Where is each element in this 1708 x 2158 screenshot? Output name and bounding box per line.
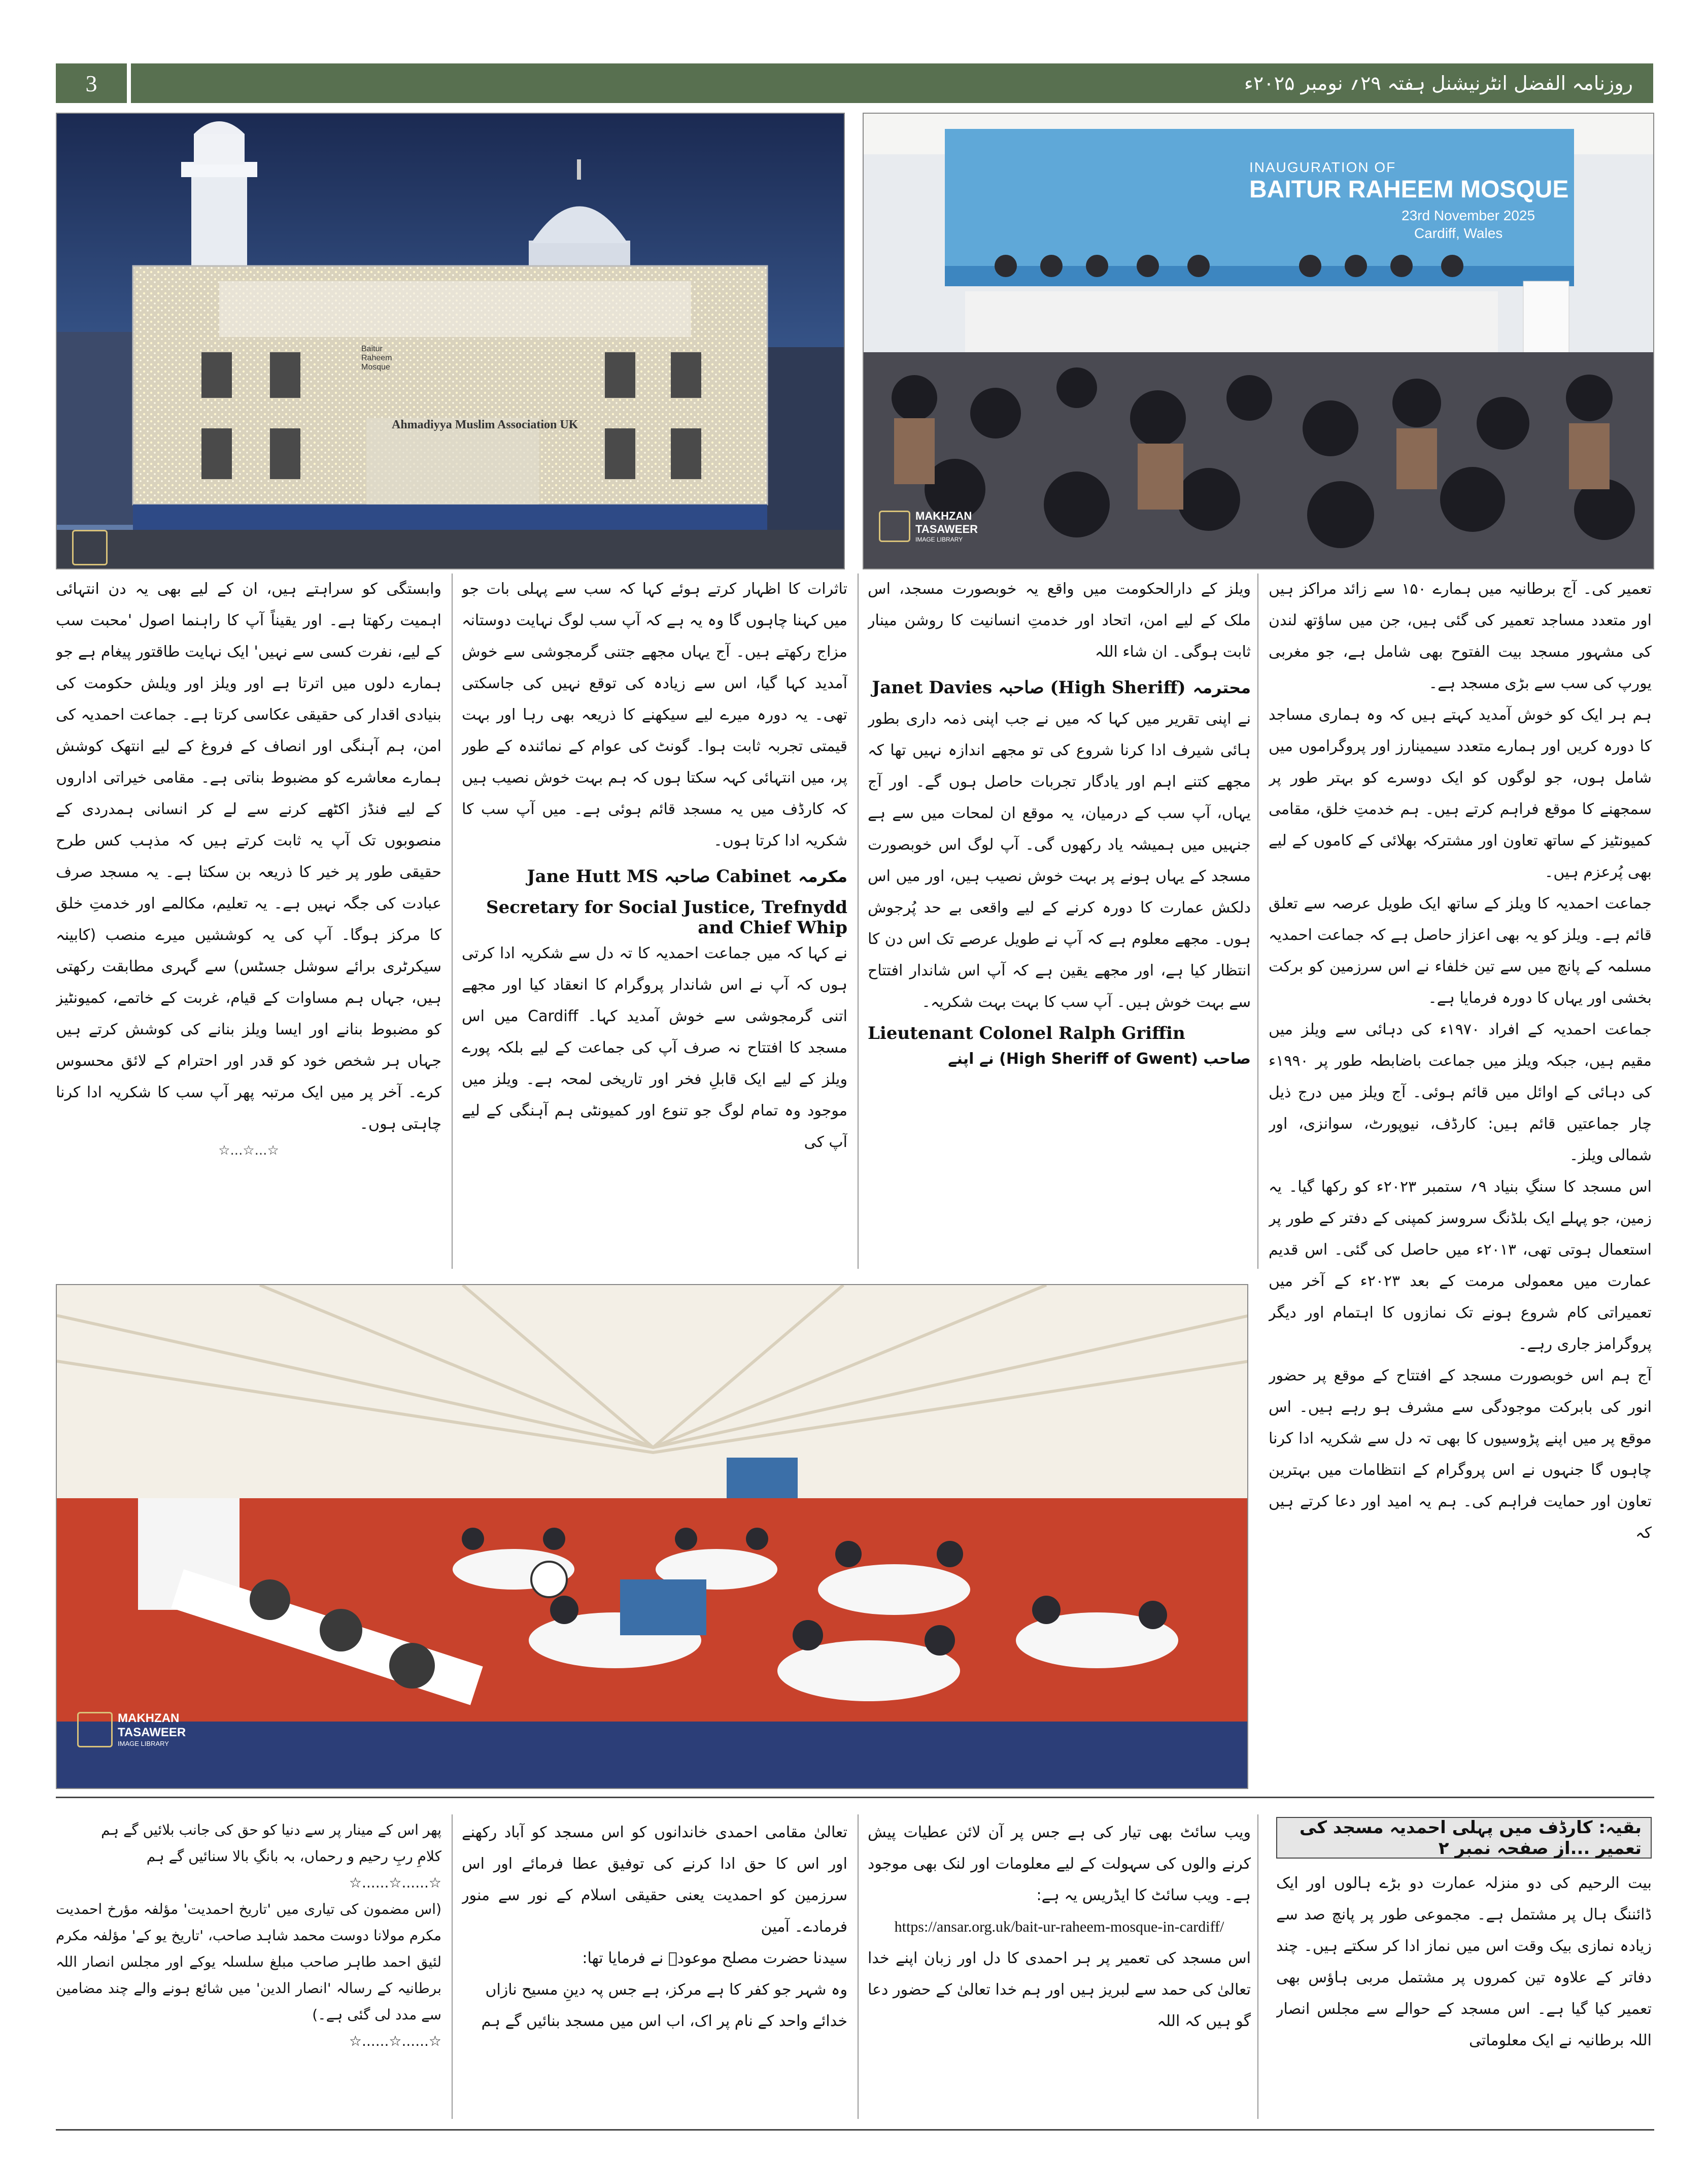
speaker2-role: صاحب (High Sheriff of Gwent) نے اپنے: [948, 1050, 1251, 1068]
watermark-line2: TASAWEER: [118, 1726, 186, 1739]
banner-line2: BAITUR RAHEEM MOSQUE: [1249, 176, 1569, 203]
speaker3-title: مکرمہ: [798, 867, 847, 886]
banner-date: 23rd November 2025: [1402, 208, 1535, 223]
mosque-signage: Ahmadiyya Muslim Association UK: [392, 418, 578, 431]
col3-text-b: نے کہا کہ میں جماعت احمدیہ کا تہ دل سے شکریہ ادا کرتی ہوں کہ آپ نے اس شاندار پروگرام کا انعقاد کیا اور مجھے اتنی گرمجوشی سے خوش آمدید کہا۔ Cardiff میں اس مسجد کا افتتاح نہ صرف آپ کی جماعت کے لیے بلکہ پورے ویلز کے لیے ایک قابلِ فخر اور تاریخی لمحہ ہے۔ ویلز میں موجود وہ تمام لوگ جو تنوع اور کمیونٹی ہم آہنگی کے لیے آپ کی: [462, 945, 847, 1151]
mosque-name-sign: Baitur Raheem Mosque: [361, 345, 392, 372]
marquee-photo: [56, 1284, 1248, 1789]
bottom-col-2: [868, 1817, 1251, 2121]
col2-text-b: نے اپنی تقریر میں کہا کہ میں نے جب اپنی ذمہ داری بطور ہائی شیرف ادا کرنا شروع کی تو مجھے اندازہ نہیں تھا کہ مجھے کتنے اہم اور یادگار تجربات حاصل ہوں گے۔ اور آج یہاں، آپ سب کے درمیان، یہ موقع ان لمحات میں سے ہے جنہیں میں ہمیشہ یاد رکھوں گی۔ آپ لوگ اس خوبصورت مسجد کے یہاں ہونے پر بہت خوش نصیب ہیں، اور میں اس دلکش عمارت کا دورہ کرنے کے لیے واقعی بے حد پُرجوش ہوں۔ مجھے معلوم ہے کہ آپ نے طویل عرصے تک اس دن کا انتظار کیا ہے، اور مجھے یقین ہے کہ آپ اس شاندار افتتاح سے بہت خوش ہیں۔ آپ سب کا بہت بہت شکریہ۔: [868, 710, 1251, 1011]
speaker3-heading: [462, 861, 847, 892]
article-col-1: تعمیر کی۔ آج برطانیہ میں ہمارے ۱۵۰ سے زائد مراکز ہیں اور متعدد مساجد تعمیر کی گئی ہیں، جن میں ساؤتھ لندن کی مشہور مسجد بیت الفتوح بھی شامل ہے، جو مغربی یورپ کی سب سے بڑی مسجد ہے۔ ہم ہر ایک کو خوش آمدید کہتے ہیں کہ وہ ہماری مساجد کا دورہ کریں اور ہمارے متعدد سیمینارز اور پروگراموں میں شامل ہوں، جو لوگوں کو ایک دوسرے کو بہتر طور پر سمجھنے کا موقع فراہم کرتے ہیں۔ ہم خدمتِ خلق، مقامی کمیونٹیز کے ساتھ تعاون اور مشترکہ بھلائی کے کاموں کے لیے بھی پُرعزم ہیں۔ جماعت احمدیہ کا ویلز کے ساتھ ایک طویل عرصہ سے تعلق قائم ہے۔ ویلز کو یہ بھی اعزاز حاصل ہے کہ جماعت احمدیہ مسلمہ کے پانچ میں سے تین خلفاء نے اس سرزمین کو برکت بخشی اور یہاں کا دورہ فرمایا ہے۔ جماعت احمدیہ کے افراد ۱۹۷۰ء کی دہائی سے ویلز میں مقیم ہیں، جبکہ ویلز میں جماعت باضابطہ طور پر ۱۹۹۰ء کی دہائی کے اوائل میں قائم ہوئی۔ آج ویلز میں درج ذیل چار جماعتیں قائم ہیں: کارڈف، نیوپورٹ، سوانزی، اور شمالی ویلز۔ اس مسجد کا سنگِ بنیاد ۹؍ ستمبر ۲۰۲۳ء کو رکھا گیا۔ یہ زمین، جو پہلے ایک بلڈنگ سروسز کمپنی کے دفتر کے طور پر استعمال ہوتی تھی، ۲۰۱۳ء میں حاصل کی گئی۔ اس قدیم عمارت میں معمولی مرمت کے بعد ۲۰۲۳ء کے آخر میں تعمیراتی کام شروع ہونے تک نمازوں کا اہتمام اور دیگر پروگرامز جاری رہے۔ آج ہم اس خوبصورت مسجد کے افتتاح کے موقع پر حضور انور کی بابرکت موجودگی سے مشرف ہو رہے ہیں۔ اس موقع پر میں اپنے پڑوسیوں کا بھی تہ دل سے شکریہ ادا کرنا چاہوں گا جنہوں نے اس پروگرام کے انتظامات میں بہترین تعاون اور حمایت فراہم کی۔ ہم یہ امید اور دعا کرتے ہیں کہ: [1269, 580, 1652, 1542]
page-bottom-rule: [56, 2129, 1654, 2131]
donation-website-url[interactable]: https://ansar.org.uk/bait-ur-raheem-mosque-in-cardiff/: [894, 1918, 1224, 1935]
mosque-photo: [56, 113, 845, 569]
bottom-col-4: پھر اس کے مینار پر سے دنیا کو حق کی جانب بلائیں گے ہم کلامِ ربِ رحیم و رحماں، بہ بانگِ بالا سنائیں گے ہم ☆......☆......☆ (اس مضمون کی تیاری میں 'تاریخ احمدیت' مؤلفہ مؤرخ احمدیت مکرم مولانا دوست محمد شاہد صاحب، 'تاریخ یو کے' مؤلفہ مکرم لئیق احمد طاہر صاحب مبلغ سلسلہ یوکے اور مجلس انصار اللہ برطانیہ کے رسالہ 'انصار الدین' میں شائع ہونے والے چند مضامین سے مدد لی گئی ہے۔) ☆......☆......☆: [56, 1822, 441, 2049]
speaker1-title: محترمہ: [1192, 678, 1251, 697]
col3-text-a: تاثرات کا اظہار کرتے ہوئے کہا کہ سب سے پہلی بات جو میں کہنا چاہوں گا وہ یہ ہے کہ آپ سب لوگ نہایت دوستانہ مزاج رکھتے ہیں۔ آج یہاں مجھے جتنی گرمجوشی سے خوش آمدید کہا گیا، اس سے زیادہ کی توقع نہیں کی جاسکتی تھی۔ یہ دورہ میرے لیے سیکھنے کا ذریعہ بھی رہا اور بہت قیمتی تجربہ ثابت ہوا۔ گونٹ کی عوام کے نمائندہ کے طور پر، میں انتہائی کہہ سکتا ہوں کہ ہم بہت خوش نصیب ہیں کہ کارڈف میں یہ مسجد قائم ہوئی ہے۔ میں آپ سب کا شکریہ ادا کرتا ہوں۔: [462, 580, 847, 850]
bottom-col-1: بیت الرحیم کی دو منزلہ عمارت دو بڑے ہالوں اور ایک ڈائننگ ہال پر مشتمل ہے۔ مجموعی طور پر پانچ صد سے زیادہ نمازی بیک وقت اس میں نماز ادا کر سکتے ہیں۔ چند دفاتر کے علاوہ تین کمروں پر مشتمل مربی ہاؤس بھی تعمیر کیا گیا ہے۔ اس مسجد کے حوالے سے مجلس انصار اللہ برطانیہ نے ایک معلوماتی: [1276, 1874, 1652, 2049]
mosque-illustration: [57, 114, 845, 569]
photo-watermark-logo: [72, 530, 108, 565]
speaker3-role-line: [462, 918, 847, 938]
page-number: 3: [56, 63, 131, 103]
stage-photo: [863, 113, 1654, 569]
speaker2-name: Lieutenant Colonel Ralph Griffin: [868, 1023, 1185, 1043]
watermark-line3: IMAGE LIBRARY: [915, 536, 963, 543]
column-rule: [858, 1814, 859, 2119]
bottom-col2-text-a: ویب سائٹ بھی تیار کی ہے جس پر آن لائن عطیات پیش کرنے والوں کی سہولت کے لیے معلومات اور لنک بھی موجود ہے۔ ویب سائٹ کا ایڈریس یہ ہے:: [868, 1824, 1251, 1904]
marquee-watermark: [77, 1711, 186, 1747]
watermark-line3: IMAGE LIBRARY: [118, 1740, 169, 1747]
speaker1-heading: [868, 672, 1251, 703]
col4-text: وابستگی کو سراہتے ہیں، ان کے لیے بھی یہ دن انتہائی اہمیت رکھتا ہے۔ اور یقیناً آپ کا راہنما اصول 'محبت سب کے لیے، نفرت کسی سے نہیں' ایک نہایت طاقتور پیغام ہے جو ہمارے دلوں میں اترتا ہے اور ویلز اور ویلش حکومت کی بنیادی اقدار کی حقیقی عکاسی کرتا ہے۔ جماعت احمدیہ کی امن، ہم آہنگی اور انصاف کے فروغ کے لیے انتھک کوشش ہمارے معاشرے کو مضبوط بناتی ہے۔ مقامی خیراتی اداروں کے لیے فنڈز اکٹھے کرنے سے لے کر انسانی ہمدردی کے منصوبوں تک آپ یہ ثابت کرتے ہیں کہ مذہب کس طرح حقیقی طور پر خیر کا ذریعہ بن سکتا ہے۔ یہ مسجد صرف عبادت کی جگہ نہیں ہے۔ یہ تعلیم، مکالمے اور خدمتِ خلق کا مرکز ہوگا۔ آپ کی یہ کوششیں میرے منصب (کابینہ سیکرٹری برائے سوشل جسٹس) سے گہری مطابقت رکھتی ہیں، جہاں ہم مساوات کے قیام، غربت کے خاتمے، کمیونٹیز کو مضبوط بنانے اور ایسا ویلز بنانے کی کوشش کرتے ہیں جہاں ہر شخص خود کو قدر اور احترام کے لائق محسوس کرے۔ آخر پر میں ایک مرتبہ پھر آپ سب کا شکریہ ادا کرنا چاہتی ہوں۔: [56, 580, 441, 1133]
banner-line1: INAUGURATION OF: [1249, 159, 1396, 175]
speaker3-role: Secretary for Social Justice, Trefnydd: [486, 897, 847, 918]
column-rule: [858, 574, 859, 1269]
column-rule: [1257, 574, 1258, 1269]
watermark-logo-icon: [879, 511, 910, 542]
bottom-col-3: تعالیٰ مقامی احمدی خاندانوں کو اس مسجد کو آباد رکھنے اور اس کا حق ادا کرنے کی توفیق عطا فرمائے اور اس سرزمین کو احمدیت یعنی حقیقی اسلام کے نور سے منور فرمادے۔ آمین سیدنا حضرت مصلح موعودؓ نے فرمایا تھا: وہ شہر جو کفر کا ہے مرکز، ہے جس پہ دینِ مسیح نازاں خدائے واحد کے نام پر اک، اب اس میں مسجد بنائیں گے ہم: [462, 1824, 847, 2030]
marquee-illustration: [57, 1285, 1248, 1789]
article-col-3: [462, 574, 847, 1269]
article-col-2: [868, 574, 1251, 1269]
speaker3-name: Jane Hutt MS صاحبہ Cabinet: [527, 866, 792, 887]
column-rule: [1257, 1814, 1258, 2119]
masthead-title: روزنامہ الفضل انٹرنیشنل ہفتہ ۲۹؍ نومبر ۲۰۲۵ء: [1244, 72, 1633, 94]
section-divider: [56, 1797, 1654, 1798]
article-col-4: [56, 574, 441, 1269]
bottom-col2-text-b: اس مسجد کی تعمیر پر ہر احمدی کا دل اور زبان اپنے خدا تعالیٰ کی حمد سے لبریز ہیں اور ہم خدا تعالیٰ کے حضور دعا گو ہیں کہ اللہ: [868, 1949, 1251, 2030]
stage-watermark: [879, 510, 978, 543]
banner-place: Cardiff, Wales: [1414, 225, 1503, 241]
column-rule: [452, 1814, 453, 2119]
watermark-line1: MAKHZAN: [118, 1711, 180, 1725]
continuation-title: بقیہ: کارڈف میں پہلی احمدیہ مسجد کی تعمیر ...از صفحہ نمبر ۲: [1276, 1817, 1652, 1859]
column-rule: [452, 574, 453, 1269]
watermark-logo-icon: [77, 1712, 113, 1747]
speaker3-role2: and Chief Whip: [698, 918, 847, 938]
col2-text-a: ویلز کے دارالحکومت میں واقع یہ خوبصورت مسجد، اس ملک کے لیے امن، اتحاد اور خدمتِ انسانیت کا روشن مینار ثابت ہوگی۔ ان شاء اللہ: [868, 580, 1251, 661]
masthead-bar: [56, 63, 1653, 103]
watermark-line1: MAKHZAN: [915, 510, 972, 522]
speaker1-name: Janet Davies صاحبہ (High Sheriff): [872, 678, 1186, 698]
watermark-line2: TASAWEER: [915, 523, 978, 535]
section-end-stars: ☆...☆...☆: [218, 1143, 279, 1158]
